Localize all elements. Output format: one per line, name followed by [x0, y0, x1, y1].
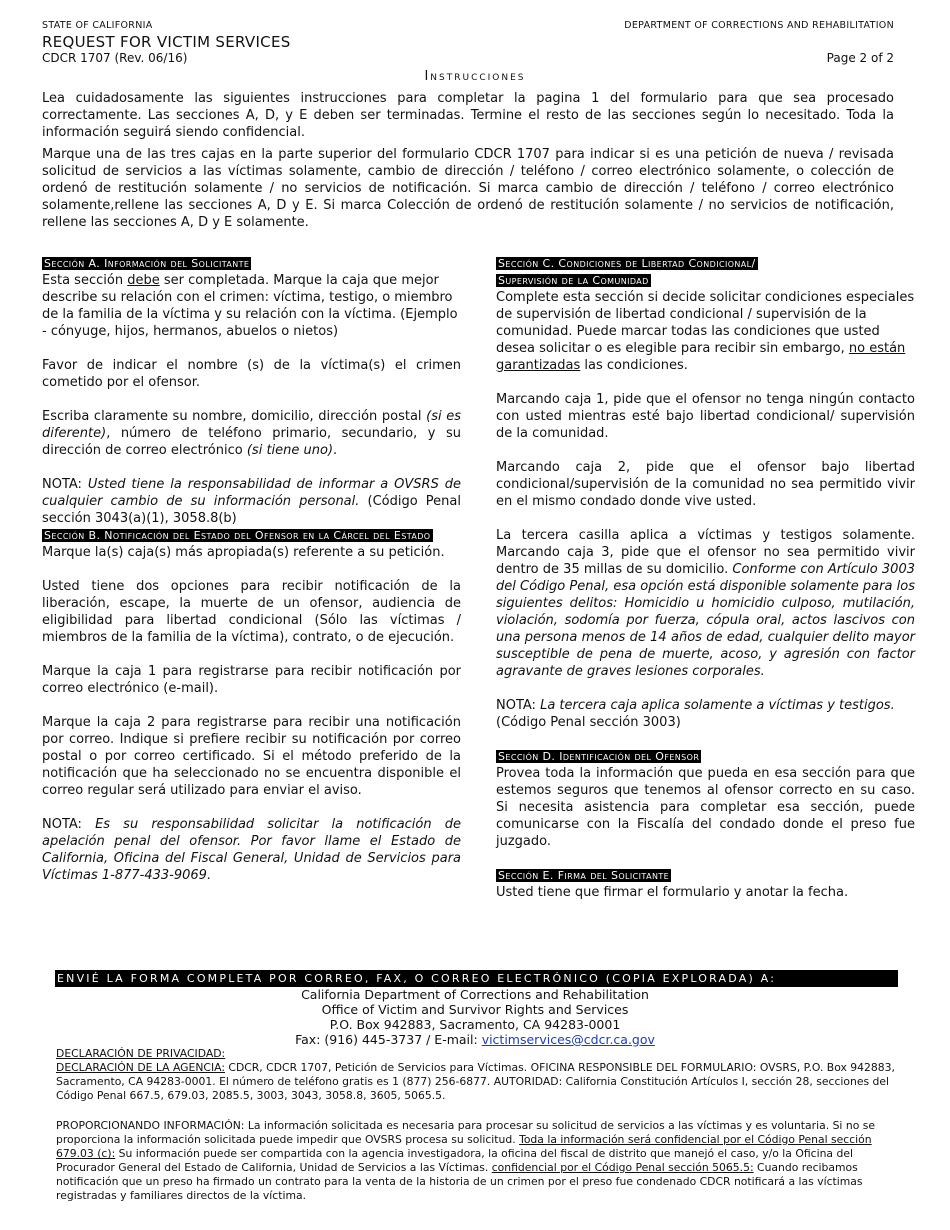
instructions-paragraph-2: Marque una de las tres cajas en la parte superior del formulario CDCR 1707 para indicar si es una petición de nueva / revisada solicitud de servicios a las víctimas solamente, cambio de dirección / teléfono / correo electrónico solamente, o colección de ordenó de restitución solamente / no servicios de notificación. Si marca cambio de dirección / teléfono / correo electrónico solamente,rellene las secciones A, D y E. Si marca Colección de ordenó de restitución solamente / no servicios de notificación, rellene las secciones A, D y E solamente. — [42, 147, 894, 230]
form-number: CDCR 1707 (Rev. 06/16) — [42, 51, 188, 65]
section-b-paragraph-3: Marque la caja 1 para registrarse para recibir notificación por correo electrónico (e-mail). — [42, 664, 461, 696]
section-b-paragraph-2: Usted tiene dos opciones para recibir notificación de la liberación, escape, la muerte de un ofensor, audiencia de eligibilidad para libertad condicional (Sólo las víctimas / miembros de la familia de la víctima), contrato, o de ejecución. — [42, 579, 461, 645]
right-column — [496, 255, 915, 918]
section-c-heading-line-2: Supervisión de la Comunidad — [498, 274, 649, 287]
section-c-paragraph-2: Marcando caja 1, pide que el ofensor no tenga ningún contacto con usted mientras esté bajo libertad condicional/ supervisión de la comunidad. — [496, 392, 915, 441]
section-e-heading: Sección E. Firma del Solicitante — [498, 869, 670, 882]
section-d-heading: Sección D. Identificación del Ofensor — [498, 750, 700, 763]
form-title: REQUEST FOR VICTIM SERVICES — [42, 33, 291, 51]
left-column — [42, 255, 461, 901]
section-e-paragraph: Usted tiene que firmar el formulario y anotar la fecha. — [496, 885, 849, 900]
section-a-heading: Sección A. Información del Solicitante — [44, 257, 250, 270]
fax-email-line: Fax: (916) 445-3737 / E-mail: victimservices@cdcr.ca.gov — [295, 1032, 655, 1047]
section-a-note: NOTA: Usted tiene la responsabilidad de informar a OVSRS de cualquier cambio de su información personal. (Código Penal sección 3043(a)(1), 3058.8(b) — [42, 477, 461, 526]
section-d-paragraph: Provea toda la información que pueda en esa sección para que estemos seguros que tenemos al ofensor correcto en su caso. Si necesita asistencia para completar esa sección, puede comunicarse con la Fiscalía del condado donde el preso fue juzgado. — [496, 766, 915, 849]
section-c-paragraph-3: Marcando caja 2, pide que el ofensor bajo libertad condicional/supervisión de la comunidad no sea permitido vivir en el mismo condado donde vive usted. — [496, 460, 915, 509]
section-c-paragraph-1: Complete esta sección si decide solicitar condiciones especiales de supervisión de libertad condicional / supervisión de la comunidad. Puede marcar todas las condiciones que usted desea solicitar o es elegible para recibir sin embargo, no están garantizadas las condiciones. — [496, 290, 915, 373]
section-b-paragraph-1: Marque la(s) caja(s) más apropiada(s) referente a su petición. — [42, 545, 445, 560]
privacy-heading: DECLARACIÓN DE PRIVACIDAD: — [56, 1047, 226, 1060]
department-label: DEPARTMENT OF CORRECTIONS AND REHABILITATION — [624, 20, 894, 31]
section-a-paragraph-3: Escriba claramente su nombre, domicilio, dirección postal (si es diferente), número de teléfono primario, secundario, y su dirección de correo electrónico (si tiene uno). — [42, 409, 461, 458]
instructions-heading: Instrucciones — [424, 69, 526, 84]
address-line-2: Office of Victim and Survivor Rights and Services — [321, 1002, 629, 1017]
address-line-3: P.O. Box 942883, Sacramento, CA 94283-0001 — [329, 1017, 621, 1032]
email-link[interactable]: victimservices@cdcr.ca.gov — [481, 1032, 655, 1047]
section-c-paragraph-4: La tercera casilla aplica a víctimas y testigos solamente. Marcando caja 3, pide que el ofensor no sea permitido vivir dentro de 35 millas de su domicilio. Conforme con Artículo 3003 del Código Penal, esa opción está disponible solamente para los siguientes delitos: Homicidio u homicidio culposo, mutilación, violación, sodomía por fuerza, cópula oral, actos lascivos con una persona menos de 14 años de edad, cualquier delito mayor susceptible de pena de muerte, acoso, y agresión con factor agravante de graves lesiones corporales. — [496, 528, 916, 679]
mail-instructions-bar: ENVIÉ LA FORMA COMPLETA POR CORREO, FAX, O CORREO ELECTRÓNICO (COPIA EXPLORADA) A: — [55, 970, 898, 987]
providing-information: PROPORCIONANDO INFORMACIÓN: La información solicitada es necesaria para procesar su solicitud de servicios a las víctimas y es voluntaria. Si no se proporciona la información solicitada puede impedir que OVSRS procesa su solicitud. Toda la información será confidencial por el Código Penal sección 679.03 (c): Su información puede ser compartida con la agencia investigadora, la oficina del fiscal de distrito que manejó el caso, y/o la Oficina del Procurador General del Estado de California, Unidad de Servicios a las Víctimas. confidencial por el Código Penal sección 5065.5: Cuando recibamos notificación que un preso ha firmado un contrato para la venta de la historia de un crimen por el preso fue condenado CDCR notificará a las víctimas registradas y familiares directos de la víctima. — [56, 1119, 875, 1202]
section-b-paragraph-4: Marque la caja 2 para registrarse para recibir una notificación por correo. Indique si prefiere recibir su notificación por correo postal o por correo certificado. Si el método preferido de la notificación que ha seleccionado no se encuentra disponible el correo regular será utilizado para enviar el aviso. — [42, 715, 461, 798]
agency-statement: DECLARACIÓN DE LA AGENCIA: CDCR, CDCR 1707, Petición de Servicios para Víctimas. OFICINA RESPONSIBLE DEL FORMULARIO: OVSRS, P.O. Box 942883, Sacramento, CA 94283-0001. El número de teléfono gratis es 1 (877) 256-6877. AUTORIDAD: California Constitución Artículos I, sección 28, secciones del Código Penal 667.5, 679.03, 2085.5, 3003, 3043, 3058.8, 3605, 5065.5. — [56, 1061, 895, 1102]
page-number: Page 2 of 2 — [826, 51, 894, 65]
state-label: STATE OF CALIFORNIA — [42, 20, 153, 31]
instructions-paragraph-1: Lea cuidadosamente las siguientes instrucciones para completar la pagina 1 del formulario para que sea procesado correctamente. Las secciones A, D, y E deben ser terminadas. Termine el resto de las secciones según lo necesitado. Toda la información seguirá siendo confidencial. — [42, 91, 894, 140]
section-c-heading-line-1: Sección C. Condiciones de Libertad Condicional/ — [498, 257, 756, 270]
address-line-1: California Department of Corrections and Rehabilitation — [301, 987, 649, 1002]
section-b-note: NOTA: Es su responsabilidad solicitar la notificación de apelación penal del ofensor. Por favor llame el Estado de California, Oficina del Fiscal General, Unidad de Servicios para Víctimas 1-877-433-9069. — [42, 817, 461, 883]
section-a-paragraph-2: Favor de indicar el nombre (s) de la víctima(s) el crimen cometido por el ofensor. — [42, 358, 461, 390]
section-b-heading: Sección B. Notificación del Estado del Ofensor en la Cárcel del Estado — [44, 529, 431, 542]
section-a-paragraph-1: Esta sección debe ser completada. Marque la caja que mejor describe su relación con el crimen: víctima, testigo, o miembro de la familia de la víctima y su relación con la víctima. (Ejemplo - cónyuge, hijos, hermanos, abuelos o nietos) — [42, 273, 458, 339]
section-c-note: NOTA: La tercera caja aplica solamente a víctimas y testigos. (Código Penal sección 3003) — [496, 698, 895, 730]
